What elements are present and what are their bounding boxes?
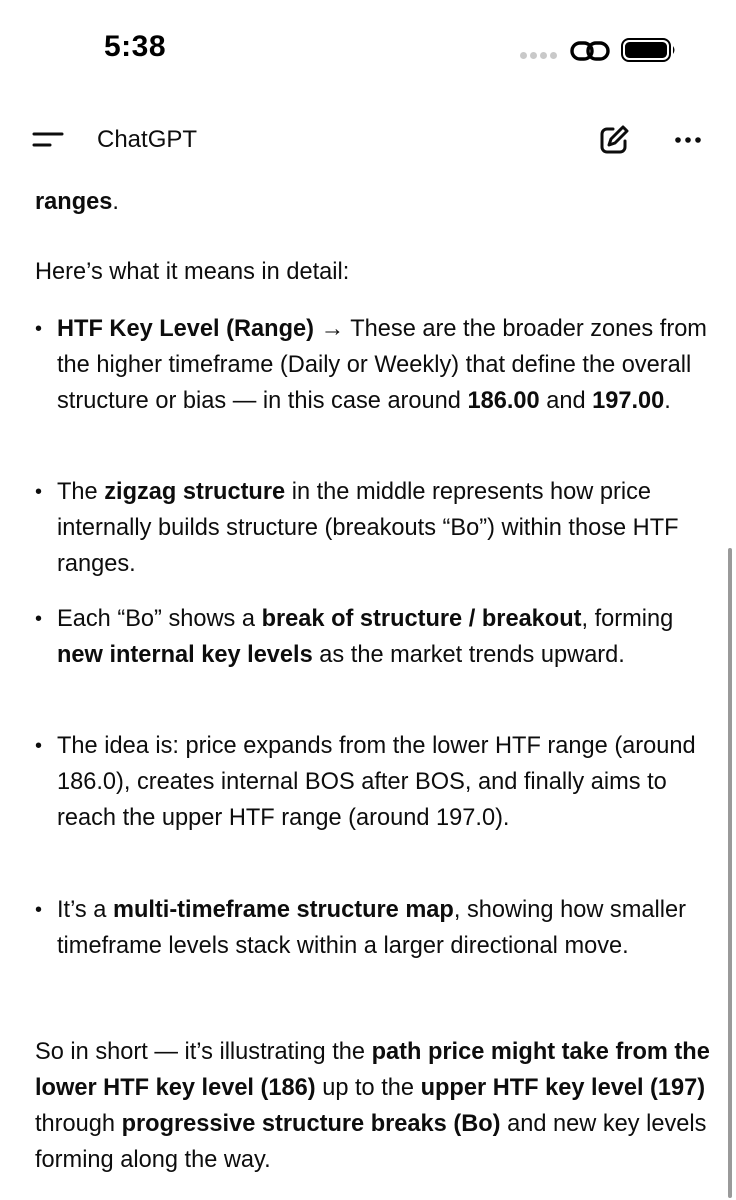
- status-time: 5:38: [104, 30, 167, 63]
- intro-end: ranges.: [35, 189, 119, 215]
- edit-icon[interactable]: [596, 122, 632, 158]
- app-title: ChatGPT: [97, 126, 198, 153]
- list-item-text: It’s a multi-timeframe structure map, showing how smaller timeframe levels stack within a larger directional move.: [57, 897, 686, 959]
- list-item-text: The idea is: price expands from the lower HTF range (around 186.0), creates internal BOS after BOS, and finally aims to reach the upper HTF range (around 197.0).: [57, 733, 696, 831]
- signal-icon: [520, 52, 557, 59]
- bullet-dot: •: [35, 318, 43, 340]
- list-item-text: HTF Key Level (Range) → These are the broader zones from the higher timeframe (Daily or Weekly) that define the overall structure or bias — in this case around 186.00 and 197.00.: [57, 316, 707, 414]
- scrollbar[interactable]: [728, 548, 732, 1198]
- status-bar: [0, 0, 736, 100]
- list-item-text: Each “Bo” shows a break of structure / breakout, forming new internal key levels as the market trends upward.: [57, 606, 674, 668]
- link-icon: [570, 38, 610, 64]
- more-icon[interactable]: [670, 122, 706, 158]
- bullet-dot: •: [35, 899, 43, 921]
- bullet-dot: •: [35, 608, 43, 630]
- bullet-dot: •: [35, 481, 43, 503]
- battery-icon: [621, 38, 677, 62]
- list-item-text: The zigzag structure in the middle represents how price internally builds structure (breakouts “Bo”) within those HTF ranges.: [57, 479, 679, 577]
- bullet-dot: •: [35, 735, 43, 757]
- summary-paragraph: So in short — it’s illustrating the path price might take from the lower HTF key level (186) up to the upper HTF key level (197) through progressive structure breaks (Bo) and new key levels forming along the way.: [35, 1039, 710, 1173]
- app-header: [0, 100, 736, 178]
- menu-icon[interactable]: [30, 128, 66, 152]
- lead-paragraph: Here’s what it means in detail:: [35, 259, 350, 285]
